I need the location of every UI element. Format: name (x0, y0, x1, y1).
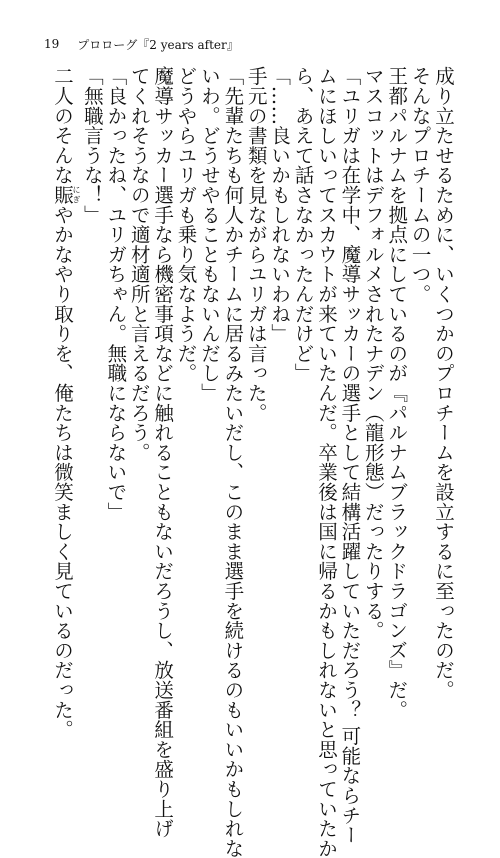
text-line: 「無職言うな！」 (80, 66, 104, 225)
ruby-word (51, 184, 81, 205)
text-line: いわ。どうせやることもないんだし」 (197, 66, 221, 403)
text-line: そんなプロチームの一つ。 (408, 66, 432, 304)
running-title: プロローグ『2 years after』 (77, 37, 239, 52)
text-line: てくれそうなので適材適所と言えるだろう。 (127, 66, 151, 462)
text-line: 魔導サッカー選手なら機密事項などに触れることもないだろうし、放送番組を盛り上げ (151, 66, 175, 839)
text-line: 成り立たせるために、いくつかのプロチームを設立するに至ったのだ。 (432, 66, 455, 700)
ruby-reading: にぎ (72, 184, 81, 205)
page-number: 19 (44, 37, 60, 51)
text-line: 手元の書類を見ながらユリガは言った。 (244, 66, 268, 423)
running-header (44, 34, 239, 54)
text-line: 王都パルナムを拠点にしているのが『パルナムブラックドラゴンズ』だ。 (385, 66, 409, 720)
text-line: 「ユリガは在学中、魔導サッカーの選手として結構活躍していただろう？ 可能ならチー (338, 66, 362, 845)
ruby-base: 賑 (51, 184, 74, 205)
text-line: 「……良いかもしれないわね」 (268, 66, 292, 344)
text-segment: 二人のそんな (51, 66, 74, 185)
text-line: 「良かったね、ユリガちゃん。無職にならないで」 (104, 66, 128, 522)
text-line: 「先輩たちも何人かチームに居るみたいだし、このまま選手を続けるのもいいかもしれな (221, 66, 245, 858)
vertical-text-body (51, 66, 455, 858)
text-line: マスコットはデフォルメされたナデン（龍形態）だったりする。 (361, 66, 385, 641)
text-line: どうやらユリガも乗り気なようだ。 (174, 66, 198, 383)
text-line: ら、あえて話さなかったんだけど」 (291, 66, 315, 383)
text-segment: やかなやり取りを、俺たちは微笑ましく見ているのだった。 (51, 204, 74, 740)
text-line (51, 66, 81, 740)
text-line: ムにほしいってスカウトが来ていたんだ。卒業後は国に帰るかもしれないと思っていたか (314, 66, 338, 858)
